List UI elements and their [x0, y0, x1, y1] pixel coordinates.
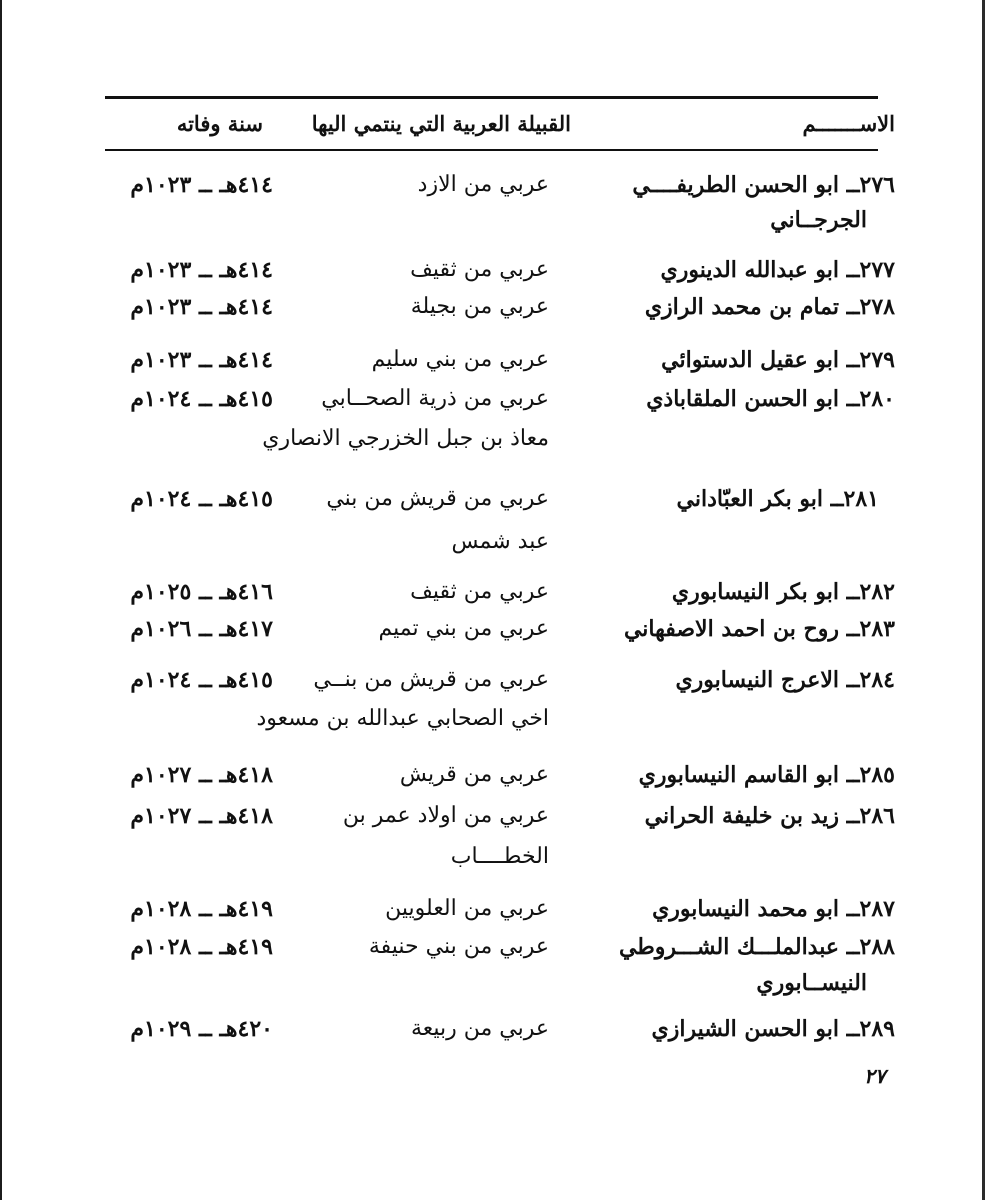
- row-name: ٢٨٩ــ ابو الحسن الشيرازي: [651, 1016, 895, 1042]
- row-name: ٢٨٥ــ ابو القاسم النيسابوري: [638, 762, 895, 788]
- row-tribe: عربي من اولاد عمر بن: [342, 803, 549, 828]
- row-year: ٤١٤هـ ــ ١٠٢٣م: [130, 347, 273, 373]
- row-year: ٤١٤هـ ــ ١٠٢٣م: [130, 294, 273, 320]
- row-tribe: عربي من العلويين: [385, 896, 549, 921]
- row-year: ٤١٥هـ ــ ١٠٢٤م: [130, 486, 273, 512]
- row-year: ٤٢٠هـ ــ ١٠٢٩م: [130, 1016, 273, 1042]
- row-year: ٤١٨هـ ــ ١٠٢٧م: [130, 762, 273, 788]
- row-tribe: عربي من قريش من بني: [326, 486, 549, 511]
- row-name: ٢٧٦ــ ابو الحسن الطريفــــي: [632, 172, 895, 198]
- header-top-rule: [105, 96, 878, 99]
- row-tribe: عربي من بني سليم: [371, 347, 549, 372]
- row-tribe-continued: معاذ بن جبل الخزرجي الانصاري: [262, 426, 549, 451]
- row-tribe: عربي من قريش: [399, 762, 549, 787]
- row-tribe-continued: عبد شمس: [451, 529, 549, 554]
- row-name: ٢٨١ــ ابو بكر العبّاداني: [676, 486, 879, 512]
- row-name-continued: النيســابوري: [756, 970, 867, 996]
- row-year: ٤١٥هـ ــ ١٠٢٤م: [130, 386, 273, 412]
- row-tribe: عربي من بني تميم: [378, 616, 549, 641]
- row-tribe: عربي من ربيعة: [410, 1016, 549, 1041]
- row-name: ٢٨٢ــ ابو بكر النيسابوري: [671, 579, 895, 605]
- row-year: ٤١٤هـ ــ ١٠٢٣م: [130, 172, 273, 198]
- row-year: ٤١٤هـ ــ ١٠٢٣م: [130, 257, 273, 283]
- header-name: الاســـــــم: [802, 111, 895, 136]
- page-edge-left: [0, 0, 2, 1200]
- row-name-continued: الجرجــاني: [770, 207, 867, 233]
- row-name: ٢٨٤ــ الاعرج النيسابوري: [675, 667, 895, 693]
- row-name: ٢٨٠ــ ابو الحسن الملقاباذي: [646, 386, 895, 412]
- row-year: ٤١٩هـ ــ ١٠٢٨م: [130, 896, 273, 922]
- row-year: ٤١٥هـ ــ ١٠٢٤م: [130, 667, 273, 693]
- page-number: ٢٧: [864, 1064, 886, 1088]
- row-tribe-continued: اخي الصحابي عبدالله بن مسعود: [256, 706, 549, 731]
- row-name: ٢٧٨ــ تمام بن محمد الرازي: [644, 294, 895, 320]
- row-tribe: عربي من ثقيف: [410, 579, 549, 604]
- row-tribe-continued: الخطــــاب: [450, 844, 549, 869]
- header-year: سنة وفاته: [176, 111, 263, 136]
- row-name: ٢٨٦ــ زيد بن خليفة الحراني: [644, 803, 895, 829]
- row-name: ٢٧٧ــ ابو عبدالله الدينوري: [660, 257, 895, 283]
- row-tribe: عربي من ثقيف: [410, 257, 549, 282]
- row-tribe: عربي من بني حنيفة: [368, 934, 549, 959]
- row-tribe: عربي من الازد: [417, 172, 549, 197]
- row-name: ٢٨٧ــ ابو محمد النيسابوري: [652, 896, 895, 922]
- row-year: ٤١٩هـ ــ ١٠٢٨م: [130, 934, 273, 960]
- header-tribe: القبيلة العربية التي ينتمي اليها: [311, 111, 571, 136]
- row-tribe: عربي من ذرية الصحــابي: [321, 386, 549, 411]
- row-tribe: عربي من بجيلة: [410, 294, 549, 319]
- row-tribe: عربي من قريش من بنــي: [313, 667, 549, 692]
- row-name: ٢٧٩ــ ابو عقيل الدستوائي: [661, 347, 895, 373]
- row-name: ٢٨٣ــ روح بن احمد الاصفهاني: [623, 616, 895, 642]
- row-name: ٢٨٨ــ عبدالملـــك الشـــروطي: [618, 934, 895, 960]
- header-bottom-rule: [105, 149, 878, 151]
- row-year: ٤١٧هـ ــ ١٠٢٦م: [130, 616, 273, 642]
- row-year: ٤١٦هـ ــ ١٠٢٥م: [130, 579, 273, 605]
- row-year: ٤١٨هـ ــ ١٠٢٧م: [130, 803, 273, 829]
